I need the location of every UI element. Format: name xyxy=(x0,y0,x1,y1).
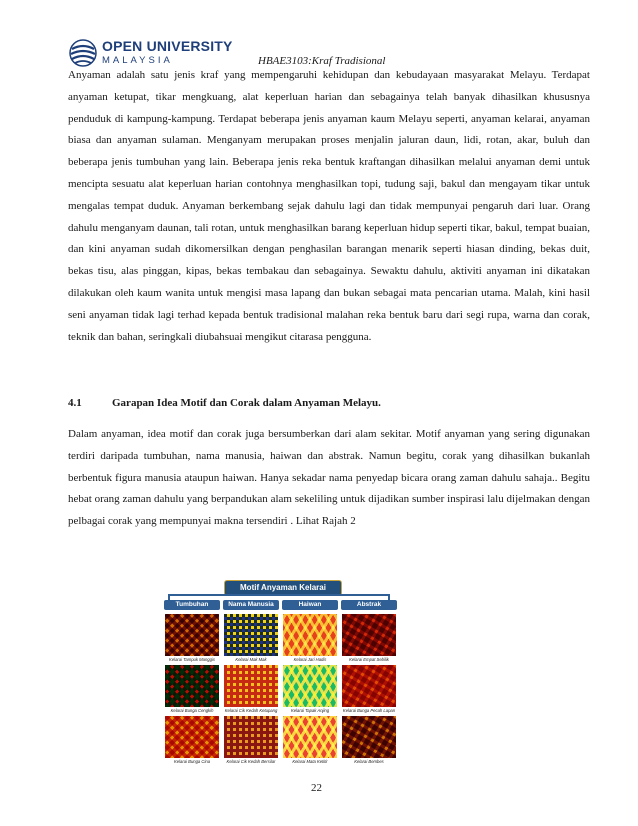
section-heading xyxy=(68,397,381,409)
motif-caption: Kelarai Bunga Pecah Lapan xyxy=(342,708,396,713)
motif-pattern-tile xyxy=(342,716,396,758)
motif-caption: Kelarai Cik Kedah Bersilar xyxy=(226,759,276,764)
motif-pattern-tile xyxy=(224,716,278,758)
motif-pattern-tile xyxy=(342,665,396,707)
motif-caption: Kelarai Tapak Anjing xyxy=(290,708,330,713)
motif-pattern-tile xyxy=(283,716,337,758)
motif-pattern-tile xyxy=(165,716,219,758)
motif-caption: Kelarai Empat Sebilik xyxy=(349,657,389,662)
motif-pattern-tile xyxy=(165,614,219,656)
figure-column-header: Abstrak xyxy=(341,600,397,610)
motif-caption: Kelarai Tampuk Manggis xyxy=(169,657,215,662)
logo-line2: MALAYSIA xyxy=(102,55,173,66)
motif-caption: Kelarai Jari Hadis xyxy=(293,657,327,662)
motif-pattern-tile xyxy=(224,614,278,656)
motif-caption: Kelarai Bunga Cengkih xyxy=(170,708,214,713)
course-title: HBAE3103:Kraf Tradisional xyxy=(258,55,386,67)
body-paragraph-1: Anyaman adalah satu jenis kraf yang mempengaruhi kehidupan dan kebudayaan masyarakat Melayu. Terdapat anyaman ketupat, tikar mengkuang, alat keperluan harian dan sebagainya telah banyak dihasilkan khususnya penduduk di kampung-kampung. Terdapat beberapa jenis anyaman kaum Melayu seperti, anyaman kelarai, anyaman biasa dan anyaman sulaman. Menganyam merupakan proses menjalin jaluran daun, lidi, rotan, akar, buluh dan beberapa jenis tumbuhan yang lain. Beberapa jenis reka bentuk kraftangan dihasilkan melalui anyaman demi untuk mencipta sesuatu alat keperluan harian contohnya menghasilkan topi, tudung saji, bakul dan mengayam tikar untuk mengalas tempat duduk. Anyaman berkembang sejak dahulu lagi dan tidak mempunyai pengaruh dari luar. Orang dahulu menganyam daunan, tali rotan, untuk menghasilkan barang keperluan hidup seperti tikar, bakul, tempat buaian, dan kini anyaman sudah dikomersilkan dengan penghasilan barangan menarik seperti hiasan dinding, bekas duit, bekas tisu, alas pinggan, kipas, bekas tembakau dan sebagainya. Sewaktu dahulu, aktiviti anyaman ini dikatakan dilakukan oleh kaum wanita untuk mengisi masa lapang dan bukan sebagai mata pencarian utama. Malah, kini hasil seni anyaman tidak lagi terhad kepada bentuk tradisional malahan reka bentuk baru dari segi rupa, warna dan corak, teknik dan bahan, seringkali diubahsuai mengikut citarasa pengguna. xyxy=(68,69,590,343)
motif-pattern-tile xyxy=(342,614,396,656)
motif-figure xyxy=(162,580,402,780)
motif-caption: Kelarai Cik Kedah Ketupang xyxy=(224,708,278,713)
motif-pattern-tile xyxy=(165,665,219,707)
motif-caption: Kelarai Bembes xyxy=(354,759,384,764)
section-number: 4.1 xyxy=(68,397,82,409)
logo-line1: OPEN UNIVERSITY xyxy=(102,38,233,54)
figure-column-header: Haiwan xyxy=(282,600,338,610)
figure-column-header: Nama Manusia xyxy=(223,600,279,610)
motif-pattern-tile xyxy=(224,665,278,707)
figure-title: Motif Anyaman Kelarai xyxy=(224,580,342,596)
motif-pattern-tile xyxy=(283,665,337,707)
page-number: 22 xyxy=(311,782,322,794)
globe-logo-icon xyxy=(68,38,98,68)
motif-caption: Kelarai Mak Mak xyxy=(235,657,267,662)
section-title: Garapan Idea Motif dan Corak dalam Anyaman Melayu. xyxy=(112,397,381,409)
body-paragraph-2: Dalam anyaman, idea motif dan corak juga bersumberkan dari alam sekitar. Motif anyaman yang sering digunakan terdiri daripada tumbuhan, nama manusia, haiwan dan abstrak. Namun begitu, corak yang dihasilkan bukanlah berbentuk figura manusia ataupun haiwan. Hanya sekadar nama penyedap bicara orang zaman dahulu sahaja.. Begitu hebat orang zaman dahulu yang berpandukan alam sekeliling untuk dijadikan sumber inspirasi lalu dijelmakan dengan pelbagai corak yang mempunyai makna tersendiri . Lihat Rajah 2 xyxy=(68,428,590,528)
motif-pattern-tile xyxy=(283,614,337,656)
motif-caption: Kelarai Mata Ketitir xyxy=(292,759,328,764)
motif-caption: Kelarai Bunga Cina xyxy=(173,759,211,764)
figure-column-header: Tumbuhan xyxy=(164,600,220,610)
